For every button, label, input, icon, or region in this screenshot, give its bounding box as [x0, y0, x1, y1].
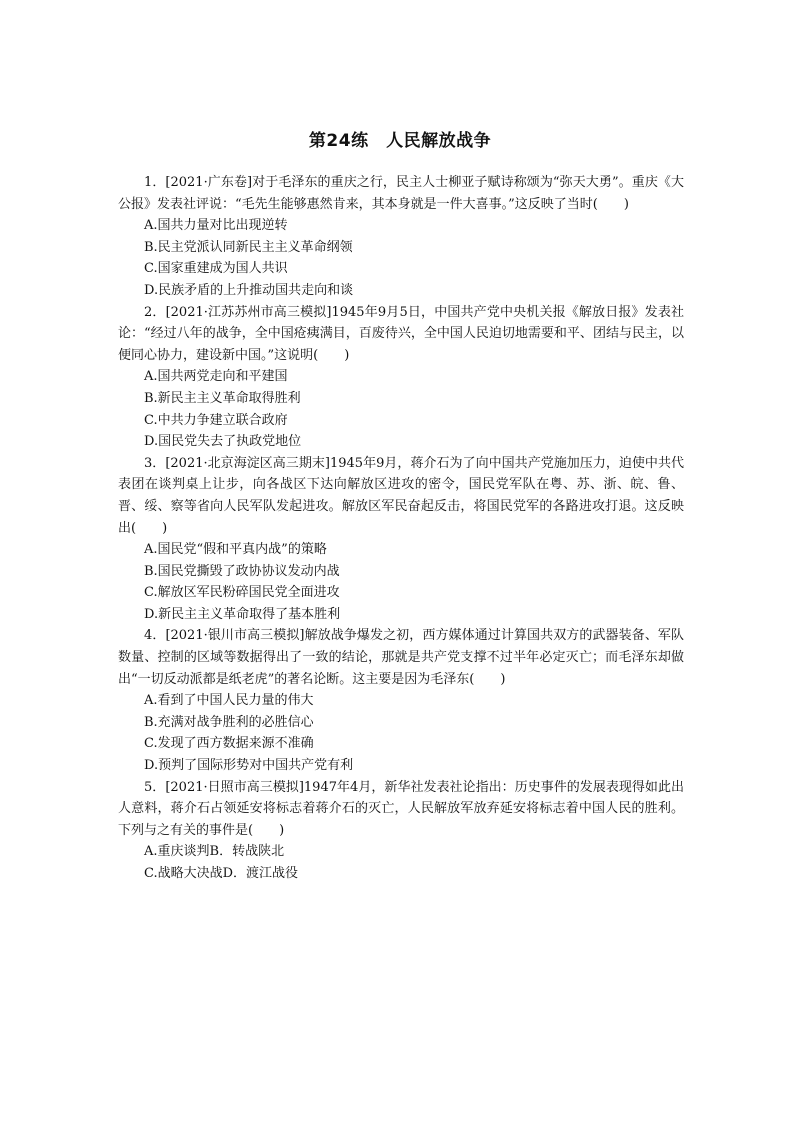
question-3 — [118, 453, 684, 626]
option-a: A.国共力量对比出现逆转 — [144, 218, 288, 234]
option-d: D.国民党失去了执政党地位 — [144, 434, 302, 450]
question-stem: 5．[2021·日照市高三模拟]1947年4月，新华社发表社论指出：历史事件的发展表现得如此出人意料，蒋介石占领延安将标志着蒋介石的灭亡，人民解放军放弃延安将标志着中国人民的胜利。下列与之有关的事件是( ) — [118, 779, 684, 838]
question-1 — [118, 172, 684, 302]
option-c: C.解放区军民粉碎国民党全面进攻 — [144, 585, 340, 601]
page-title: 第24练 人民解放战争 — [308, 131, 492, 151]
option-a: A.看到了中国人民力量的伟大 — [144, 693, 314, 709]
option-c: C.发现了西方数据来源不准确 — [144, 736, 314, 752]
option-d: D.民族矛盾的上升推动国共走向和谈 — [144, 282, 354, 298]
option-b: B.国民党撕毁了政协协议发动内战 — [144, 563, 340, 579]
option-b: B.充满对战争胜利的必胜信心 — [144, 714, 314, 730]
option-ab: A.重庆谈判B．转战陕北 — [144, 844, 285, 860]
option-b: B.民主党派认同新民主主义革命纲领 — [144, 239, 353, 255]
question-list — [118, 172, 684, 885]
question-stem: 3．[2021·北京海淀区高三期末]1945年9月，蒋介石为了向中国共产党施加压力，迫使中共代表团在谈判桌上让步，向各战区下达向解放区进攻的密令，国民党军队在粤、苏、浙、皖、鲁、晋、绥、察等省向人民军队发起进攻。解放区军民奋起反击，将国民党军的各路进攻打退。这反映出( ) — [118, 455, 684, 536]
question-2 — [118, 302, 684, 453]
option-d: D.新民主主义革命取得了基本胜利 — [144, 606, 341, 622]
question-stem: 2．[2021·江苏苏州市高三模拟]1945年9月5日，中国共产党中央机关报《解放日报》发表社论：“经过八年的战争，全中国疮痍满目，百废待兴，全中国人民迫切地需要和平、团结与民主，以便同心协力，建设新中国。”这说明( ) — [118, 304, 684, 363]
option-c: C.国家重建成为国人共识 — [144, 261, 288, 277]
option-b: B.新民主主义革命取得胜利 — [144, 390, 301, 406]
question-4 — [118, 625, 684, 776]
option-a: A.国共两党走向和平建国 — [144, 369, 288, 385]
question-stem: 1．[2021·广东卷]对于毛泽东的重庆之行，民主人士柳亚子赋诗称颂为“弥天大勇”。重庆《大公报》发表社评说：“毛先生能够惠然肯来，其本身就是一件大喜事。”这反映了当时( ) — [118, 175, 684, 212]
question-5 — [118, 777, 684, 885]
option-cd: C.战略大决战D．渡江战役 — [144, 866, 299, 881]
option-d: D.预判了国际形势对中国共产党有利 — [144, 758, 354, 774]
option-c: C.中共力争建立联合政府 — [144, 412, 288, 428]
question-stem: 4．[2021·银川市高三模拟]解放战争爆发之初，西方媒体通过计算国共双方的武器装备、军队数量、控制的区域等数据得出了一致的结论，那就是共产党支撑不过半年必定灭亡；而毛泽东却做出“一切反动派都是纸老虎”的著名论断。这主要是因为毛泽东( ) — [118, 628, 684, 687]
option-a: A.国民党“假和平真内战”的策略 — [144, 542, 327, 558]
